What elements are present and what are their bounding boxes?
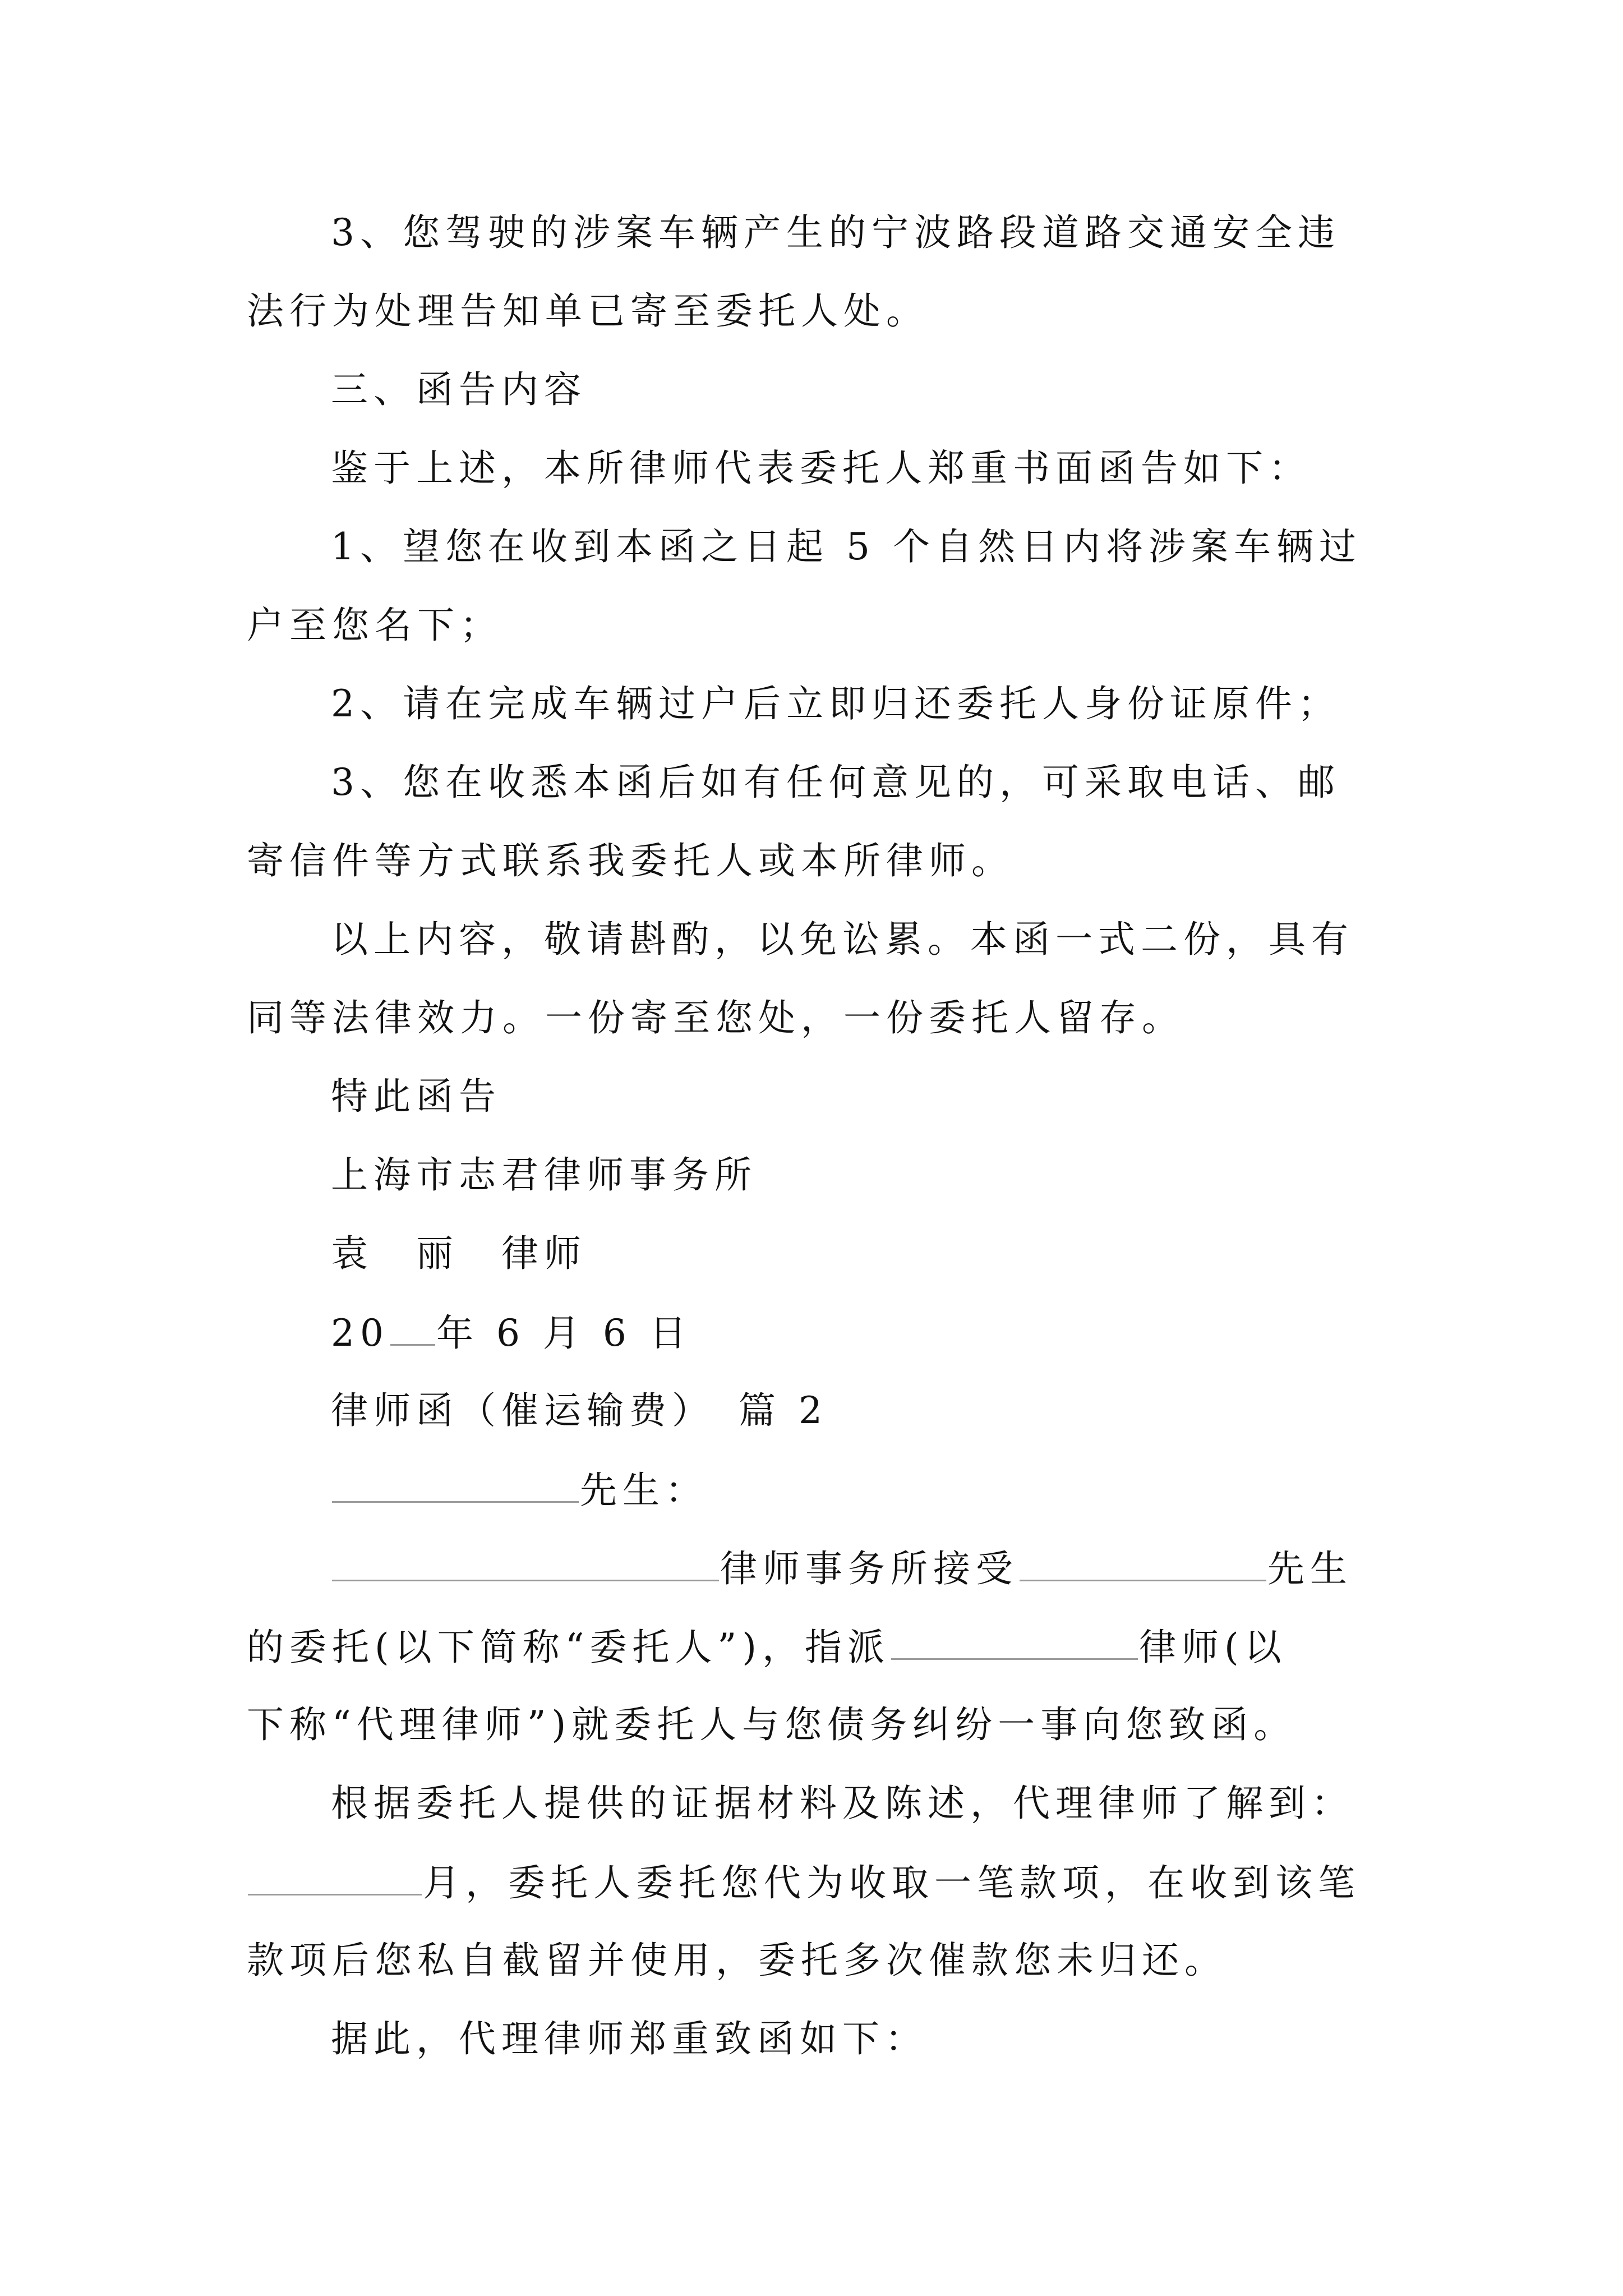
item-3-line-1: 3、您驾驶的涉案车辆产生的宁波路段道路交通安全违 — [331, 211, 1340, 254]
closing-line-2: 同等法律效力。一份寄至您处，一份委托人留存。 — [247, 996, 1184, 1039]
month-blank — [248, 1857, 422, 1895]
paragraph-1-line-2 — [247, 1621, 1287, 1673]
date-prefix: 20 — [331, 1312, 389, 1355]
lawyer-name-blank — [891, 1621, 1138, 1660]
section-heading: 三、函告内容 — [331, 368, 587, 411]
intro-paragraph: 鉴于上述，本所律师代表委托人郑重书面函告如下： — [331, 447, 1311, 490]
paragraph-1-line-2-seg-2: 律师(以 — [1138, 1626, 1287, 1669]
lawyer-name: 袁 丽 律师 — [331, 1232, 587, 1275]
paragraph-1-line-2-seg-1: 的委托(以下简称“委托人”)，指派 — [247, 1626, 890, 1669]
section-2-title: 律师函（催运输费） 篇 2 — [331, 1389, 828, 1432]
date-suffix: 年 6 月 6 日 — [436, 1312, 692, 1355]
firm-name: 上海市志君律师事务所 — [331, 1153, 757, 1197]
client-name-blank — [1020, 1543, 1266, 1581]
demand-1-line-1: 1、望您在收到本函之日起 5 个自然日内将涉案车辆过 — [331, 525, 1362, 568]
special-notice: 特此函告 — [331, 1075, 501, 1118]
paragraph-1-line-1 — [331, 1543, 1353, 1594]
salutation-text: 先生： — [580, 1469, 708, 1512]
demand-2: 2、请在完成车辆过户后立即归还委托人身份证原件； — [331, 682, 1340, 725]
closing-line-1: 以上内容，敬请斟酌，以免讼累。本函一式二份，具有 — [331, 918, 1354, 961]
paragraph-3: 据此，代理律师郑重致函如下： — [331, 2017, 928, 2060]
demand-3-line-2: 寄信件等方式联系我委托人或本所律师。 — [247, 839, 1014, 882]
paragraph-1-line-3: 下称“代理律师”)就委托人与您债务纠纷一事向您致函。 — [247, 1703, 1297, 1746]
recipient-name-blank — [332, 1464, 579, 1503]
paragraph-2-line-2 — [247, 1857, 1361, 1908]
paragraph-2-line-3: 款项后您私自截留并使用，委托多次催款您未归还。 — [247, 1939, 1227, 1982]
salutation — [331, 1464, 708, 1516]
letter-date — [331, 1307, 692, 1359]
paragraph-1-seg-2: 先生 — [1267, 1547, 1353, 1590]
paragraph-2-line-2-text: 月，委托人委托您代为收取一笔款项，在收到该笔 — [423, 1861, 1361, 1904]
paragraph-1-seg-1: 律师事务所接受 — [720, 1547, 1018, 1590]
item-3-line-2: 法行为处理告知单已寄至委托人处。 — [247, 289, 929, 333]
demand-1-line-2: 户至您名下； — [247, 604, 502, 647]
date-year-blank — [390, 1307, 435, 1346]
paragraph-2-line-1: 根据委托人提供的证据材料及陈述，代理律师了解到： — [331, 1782, 1354, 1825]
demand-3-line-1: 3、您在收悉本函后如有任何意见的，可采取电话、邮 — [331, 761, 1340, 804]
firm-name-blank — [332, 1543, 719, 1581]
